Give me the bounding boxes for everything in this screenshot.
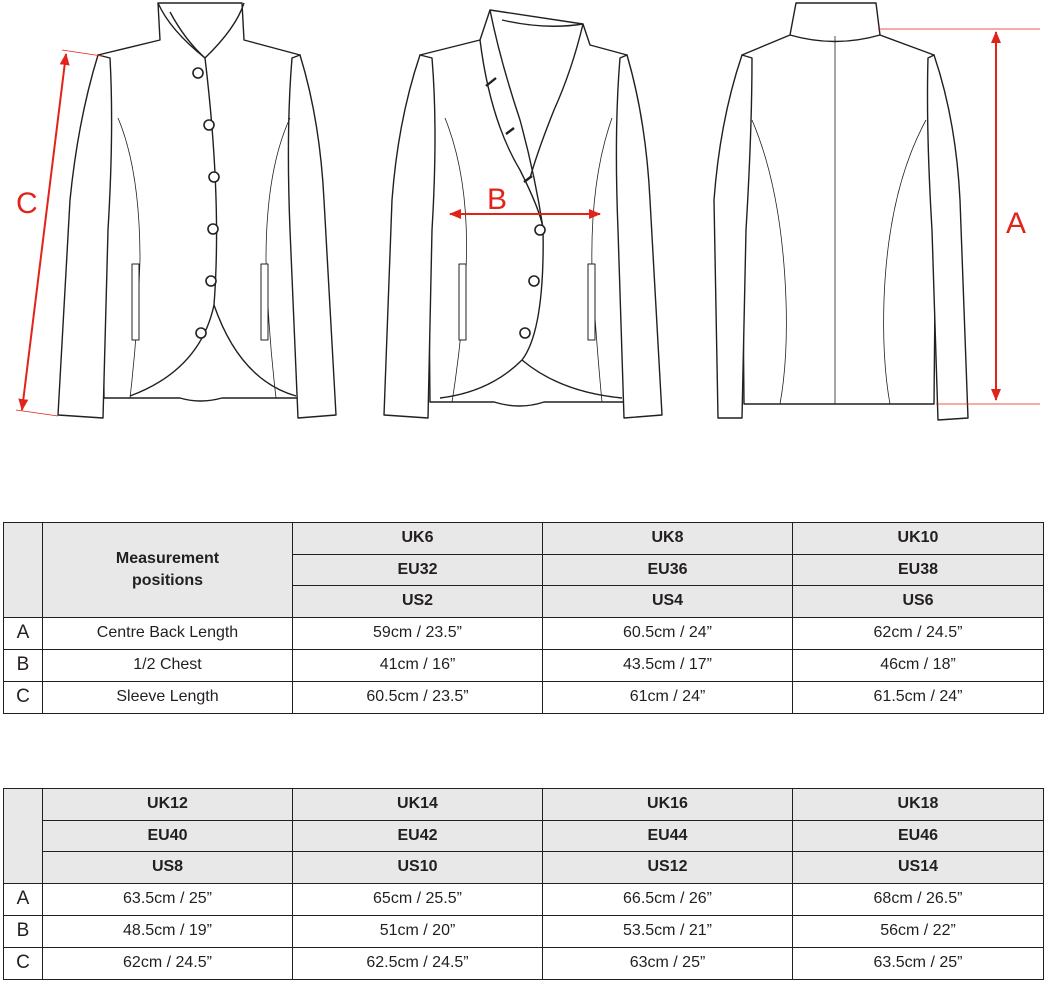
jacket-front-view: [58, 3, 336, 418]
measurement-value: 63.5cm / 25”: [793, 947, 1044, 979]
table-row: [4, 649, 1044, 681]
size-header-eu: EU40: [43, 820, 293, 852]
size-header-us: US2: [293, 586, 543, 618]
row-measurement-name: 1/2 Chest: [43, 649, 293, 681]
size-header-uk: UK14: [293, 789, 543, 821]
size-header-us: US4: [543, 586, 793, 618]
size-header-us: US6: [793, 586, 1044, 618]
measurement-value: 63cm / 25”: [543, 947, 793, 979]
header-row-eu: [4, 820, 1044, 852]
header-row-uk: [4, 523, 1044, 555]
measurement-value: 61cm / 24”: [543, 681, 793, 713]
measurement-positions-header: Measurement positions: [43, 523, 293, 618]
size-header-us: US14: [793, 852, 1044, 884]
measurement-value: 48.5cm / 19”: [43, 915, 293, 947]
header-row-uk: [4, 789, 1044, 821]
measurement-value: 62cm / 24.5”: [43, 947, 293, 979]
row-key: C: [4, 947, 43, 979]
size-header-eu: EU46: [793, 820, 1044, 852]
measurement-value: 61.5cm / 24”: [793, 681, 1044, 713]
size-header-us: US12: [543, 852, 793, 884]
size-header-uk: UK12: [43, 789, 293, 821]
size-header-uk: UK8: [543, 523, 793, 555]
size-header-uk: UK18: [793, 789, 1044, 821]
size-chart-table-1: [3, 522, 1044, 714]
measurement-value: 51cm / 20”: [293, 915, 543, 947]
table-row: [4, 947, 1044, 979]
label-c: C: [16, 187, 38, 220]
measurement-value: 62.5cm / 24.5”: [293, 947, 543, 979]
size-header-uk: UK6: [293, 523, 543, 555]
row-key: B: [4, 915, 43, 947]
label-a: A: [1006, 207, 1027, 240]
measurement-value: 68cm / 26.5”: [793, 883, 1044, 915]
table-row: [4, 681, 1044, 713]
row-key: A: [4, 617, 43, 649]
measurement-value: 41cm / 16”: [293, 649, 543, 681]
table-row: [4, 915, 1044, 947]
measurement-value: 65cm / 25.5”: [293, 883, 543, 915]
measurement-value: 59cm / 23.5”: [293, 617, 543, 649]
table-row: [4, 883, 1044, 915]
corner-cell: [4, 789, 43, 884]
size-chart-table-2: [3, 788, 1044, 980]
jacket-measurement-diagram: [0, 0, 1045, 440]
jacket-back-view: [714, 3, 968, 420]
row-key: C: [4, 681, 43, 713]
row-measurement-name: Centre Back Length: [43, 617, 293, 649]
measurement-value: 66.5cm / 26”: [543, 883, 793, 915]
row-key: A: [4, 883, 43, 915]
size-header-eu: EU32: [293, 554, 543, 586]
size-header-us: US10: [293, 852, 543, 884]
table-row: [4, 617, 1044, 649]
size-header-eu: EU36: [543, 554, 793, 586]
measurement-value: 53.5cm / 21”: [543, 915, 793, 947]
size-header-eu: EU42: [293, 820, 543, 852]
size-header-eu: EU44: [543, 820, 793, 852]
row-key: B: [4, 649, 43, 681]
measurement-value: 46cm / 18”: [793, 649, 1044, 681]
size-header-eu: EU38: [793, 554, 1044, 586]
label-b: B: [487, 183, 508, 216]
measurement-value: 62cm / 24.5”: [793, 617, 1044, 649]
corner-cell: [4, 523, 43, 618]
row-measurement-name: Sleeve Length: [43, 681, 293, 713]
header-row-us: [4, 852, 1044, 884]
measurement-value: 43.5cm / 17”: [543, 649, 793, 681]
measurement-value: 56cm / 22”: [793, 915, 1044, 947]
size-header-uk: UK10: [793, 523, 1044, 555]
measurement-value: 60.5cm / 23.5”: [293, 681, 543, 713]
size-header-us: US8: [43, 852, 293, 884]
measurement-value: 63.5cm / 25”: [43, 883, 293, 915]
measurement-value: 60.5cm / 24”: [543, 617, 793, 649]
size-header-uk: UK16: [543, 789, 793, 821]
